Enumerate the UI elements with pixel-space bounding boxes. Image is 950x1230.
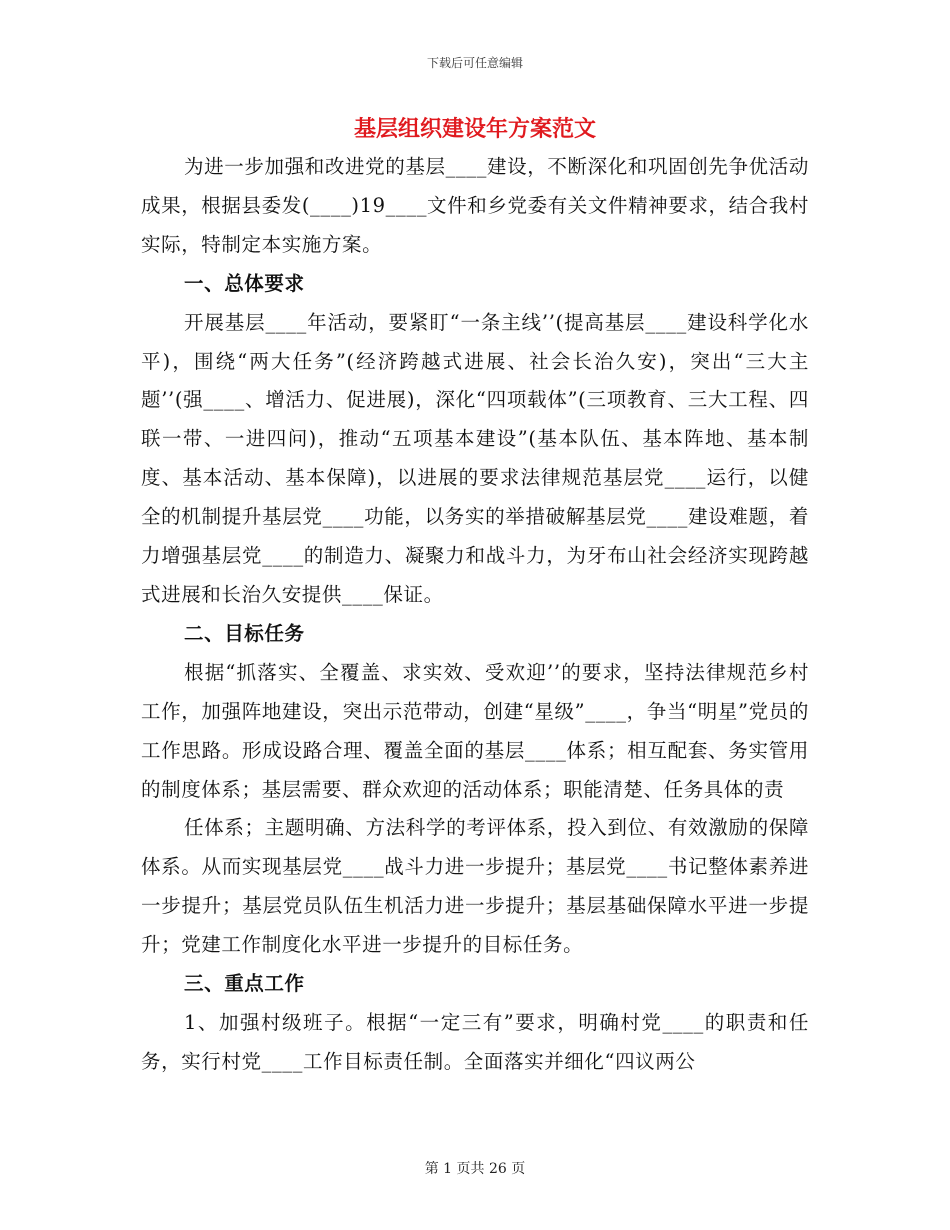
- section-heading-3: 三、重点工作: [184, 972, 305, 996]
- paragraph-key-work-1: 1、加强村级班子。根据“一定三有”要求，明确村党____的职责和任务，实行村党____工作目标责任制。全面落实并细化“四议两公: [141, 1010, 809, 1073]
- section-heading-1: 一、总体要求: [184, 271, 305, 295]
- document-body: [141, 148, 809, 1082]
- paragraph-targets-part2: 任体系；主题明确、方法科学的考评体系，投入到位、有效激励的保障体系。从而实现基层党____战斗力进一步提升；基层党____书记整体素养进一步提升；基层党员队伍生机活力进一步提升；基层基础保障水平进一步提升；党建工作制度化水平进一步提升的目标任务。: [141, 816, 809, 957]
- paragraph-intro: 为进一步加强和改进党的基层____建设，不断深化和巩固创先争优活动成果，根据县委发(____)19____文件和乡党委有关文件精神要求，结合我村实际，特制定本实施方案。: [141, 155, 809, 256]
- paragraph-overall-requirements: 开展基层____年活动，要紧盯“一条主线’’(提高基层____建设科学化水平)，围绕“两大任务”(经济跨越式进展、社会长治久安)，突出“三大主题’’(强____、增活力、促进展)，深化“四项载体”(三项教育、三大工程、四联一带、一进四问)，推动“五项基本建设”(基本队伍、基本阵地、基本制度、基本活动、基本保障)，以进展的要求法律规范基层党____运行，以健全的机制提升基层党____功能，以务实的举措破解基层党____建设难题，着力增强基层党____的制造力、凝聚力和战斗力，为牙布山社会经济实现跨越式进展和长治久安提供____保证。: [141, 310, 809, 606]
- document-title: 基层组织建设年方案范文: [353, 117, 596, 142]
- page-footer: 第 1 页共 26 页: [424, 1161, 526, 1177]
- page-header: 下载后可任意编辑: [426, 56, 523, 70]
- paragraph-targets-part1: 根据“抓落实、全覆盖、求实效、受欢迎’’的要求，坚持法律规范乡村工作，加强阵地建设，突出示范带动，创建“星级”____，争当“明星”党员的工作思路。形成设路合理、覆盖全面的基层____体系；相互配套、务实管用的制度体系；基层需要、群众欢迎的活动体系；职能清楚、任务具体的责: [141, 660, 809, 801]
- section-heading-2: 二、目标任务: [184, 621, 305, 645]
